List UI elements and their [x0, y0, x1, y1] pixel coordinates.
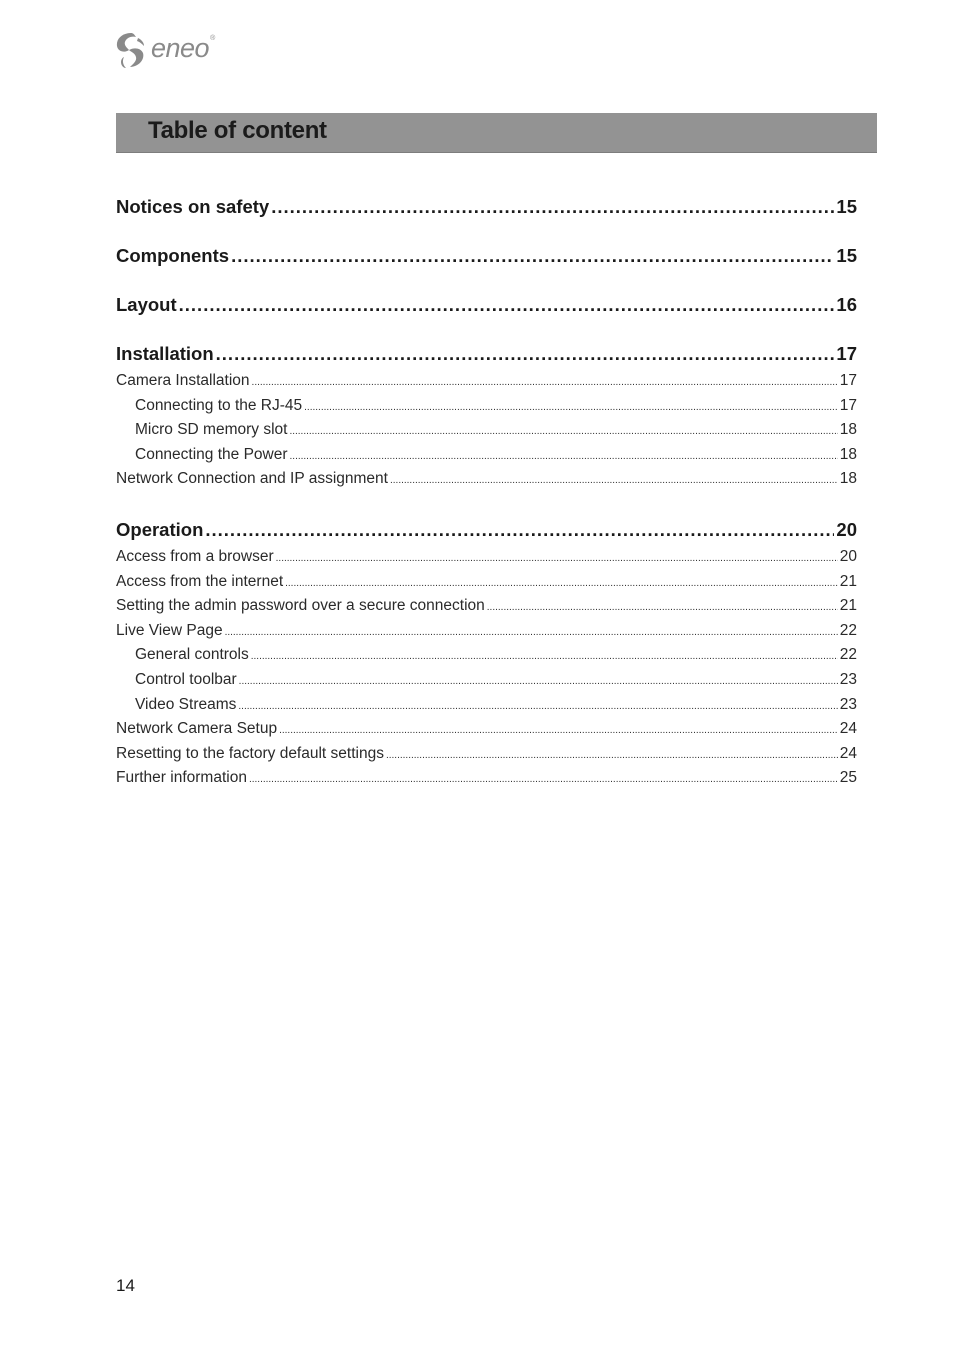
toc-entry-network-connection[interactable] [116, 467, 857, 492]
toc-entry-connecting-power[interactable] [116, 443, 857, 468]
page-title: Table of content [148, 117, 327, 144]
toc-page-number: 20 [836, 518, 857, 540]
dot-leader [276, 545, 838, 572]
toc-label: Network Camera Setup [116, 720, 278, 738]
toc-label: Resetting to the factory default settings [116, 744, 384, 762]
toc-entry-layout[interactable] [116, 290, 857, 320]
toc-entry-live-view-page[interactable] [116, 619, 857, 644]
dot-leader [239, 668, 838, 695]
dot-leader [238, 693, 837, 720]
toc-entry-network-camera-setup[interactable] [116, 717, 857, 742]
footer-page-number: 14 [116, 1276, 135, 1295]
dot-leader [179, 290, 835, 320]
dot-leader [279, 717, 838, 744]
dot-leader [251, 643, 838, 670]
toc-page-number: 22 [839, 621, 857, 639]
dot-leader [252, 369, 838, 396]
toc-label: Notices on safety [116, 196, 270, 217]
eneo-swirl-icon [114, 30, 148, 70]
toc-entry-camera-installation[interactable] [116, 369, 857, 394]
toc-label: Further information [116, 769, 247, 787]
toc-entry-components[interactable] [116, 241, 857, 271]
toc-page-number: 23 [839, 670, 857, 688]
toc-entry-admin-password[interactable] [116, 594, 857, 619]
toc-label: Access from the internet [116, 572, 284, 590]
toc-page-number: 24 [839, 720, 857, 738]
table-of-contents [116, 192, 857, 791]
toc-label: Installation [116, 343, 214, 364]
toc-label: Connecting the Power [135, 445, 288, 463]
toc-label: Components [116, 245, 230, 266]
toc-label: Operation [116, 518, 204, 540]
toc-page-number: 23 [839, 695, 857, 713]
toc-page-number: 17 [836, 343, 857, 364]
toc-entry-video-streams[interactable] [116, 693, 857, 718]
toc-label: Setting the admin password over a secure connection [116, 597, 485, 615]
dot-leader [289, 418, 837, 445]
toc-entry-general-controls[interactable] [116, 643, 857, 668]
toc-label: Layout [116, 294, 177, 315]
dot-leader [386, 742, 838, 769]
toc-label: Micro SD memory slot [135, 421, 288, 439]
toc-page-number: 21 [839, 597, 857, 615]
toc-entry-micro-sd-slot[interactable] [116, 418, 857, 443]
dot-leader [271, 192, 834, 222]
dot-leader [231, 241, 834, 271]
toc-entry-installation[interactable] [116, 339, 857, 369]
toc-page-number: 25 [839, 769, 857, 787]
toc-page-number: 22 [839, 646, 857, 664]
toc-label: Video Streams [135, 695, 237, 713]
title-bar [116, 113, 877, 153]
dot-leader [249, 766, 838, 793]
dot-leader [216, 339, 835, 369]
toc-entry-further-information[interactable] [116, 766, 857, 791]
toc-entry-notices-on-safety[interactable] [116, 192, 857, 222]
dot-leader [304, 394, 838, 421]
toc-page-number: 24 [839, 744, 857, 762]
toc-page-number: 20 [839, 547, 857, 565]
toc-label: Network Connection and IP assignment [116, 470, 388, 488]
toc-label: Camera Installation [116, 372, 250, 389]
toc-label: Live View Page [116, 621, 223, 639]
logo-registered-mark: ® [210, 34, 216, 42]
toc-page-number: 18 [839, 445, 857, 463]
dot-leader [205, 515, 834, 545]
toc-page-number: 17 [839, 372, 857, 389]
toc-entry-factory-reset[interactable] [116, 742, 857, 767]
toc-entry-operation[interactable] [116, 515, 857, 545]
toc-page-number: 17 [839, 396, 857, 414]
toc-label: Access from a browser [116, 547, 274, 565]
dot-leader [285, 570, 838, 597]
brand-logo [114, 30, 215, 70]
dot-leader [290, 443, 838, 470]
dot-leader [390, 467, 838, 494]
toc-page-number: 16 [836, 294, 857, 315]
toc-page-number: 15 [836, 245, 857, 266]
dot-leader [487, 594, 838, 621]
toc-page-number: 21 [839, 572, 857, 590]
toc-page-number: 18 [839, 470, 857, 488]
toc-label: Connecting to the RJ-45 [135, 396, 303, 414]
toc-label: General controls [135, 646, 249, 664]
toc-label: Control toolbar [135, 670, 237, 688]
toc-entry-access-browser[interactable] [116, 545, 857, 570]
dot-leader [225, 619, 838, 646]
toc-entry-access-internet[interactable] [116, 570, 857, 595]
logo-wordmark: eneo [151, 32, 210, 63]
toc-entry-connecting-rj45[interactable] [116, 394, 857, 419]
toc-page-number: 15 [836, 196, 857, 217]
toc-page-number: 18 [839, 421, 857, 439]
toc-entry-control-toolbar[interactable] [116, 668, 857, 693]
